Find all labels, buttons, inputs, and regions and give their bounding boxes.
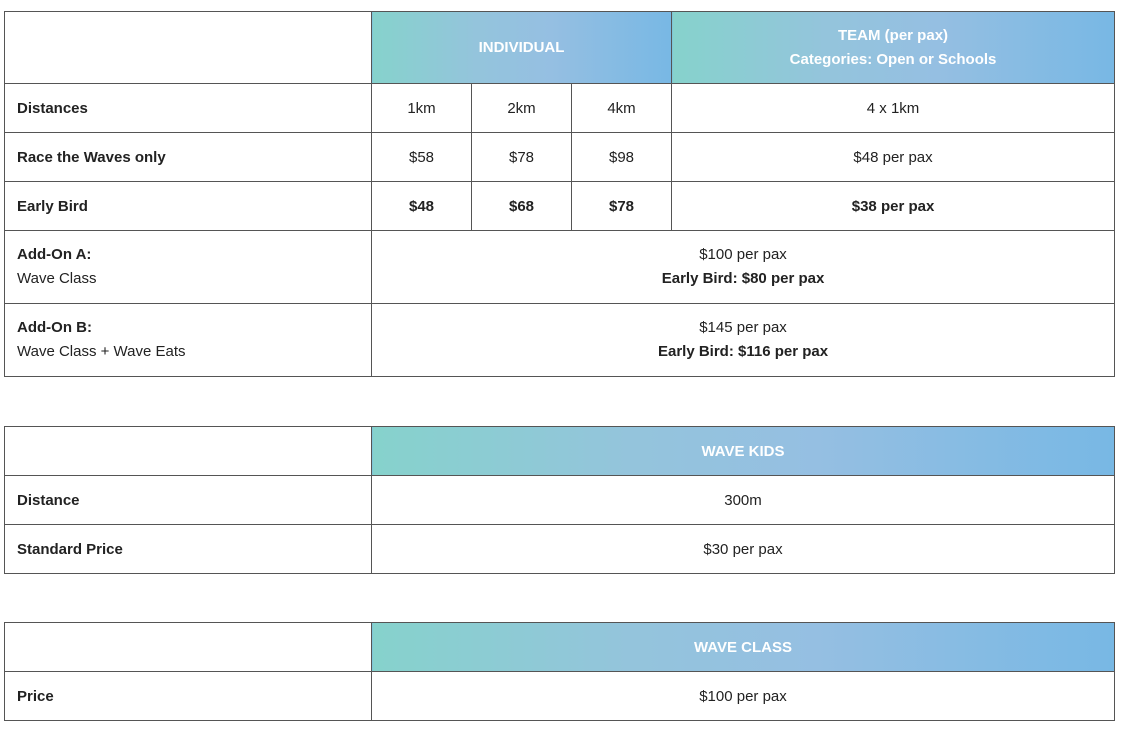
addon-b-subtitle: Wave Class + Wave Eats <box>17 343 186 360</box>
early-price-4km-cell: $78 <box>572 182 672 231</box>
header-empty-cell <box>5 623 372 672</box>
table-row <box>5 133 1115 182</box>
header-empty-cell <box>5 12 372 84</box>
addon-a-price: $100 per pax <box>699 246 787 263</box>
distance-1km-cell: 1km <box>372 84 472 133</box>
team-header-title: TEAM (per pax) <box>838 26 949 44</box>
team-race-price-cell: $48 per pax <box>672 133 1115 182</box>
row-label-distance: Distance <box>5 476 372 525</box>
early-price-1km-cell: $48 <box>372 182 472 231</box>
addon-b-label-cell <box>5 304 372 377</box>
row-label-standard-price: Standard Price <box>5 525 372 574</box>
table-row <box>5 525 1115 574</box>
addon-a-title: Add-On A: <box>17 246 92 263</box>
addon-a-price-cell <box>372 231 1115 304</box>
team-header-subtitle: Categories: Open or Schools <box>789 50 997 68</box>
team-early-price-cell: $38 per pax <box>672 182 1115 231</box>
addon-a-early-price: Early Bird: $80 per pax <box>661 270 825 287</box>
race-price-4km-cell: $98 <box>572 133 672 182</box>
wave-kids-header: WAVE KIDS <box>372 427 1115 476</box>
distance-4km-cell: 4km <box>572 84 672 133</box>
kids-price-cell: $30 per pax <box>372 525 1115 574</box>
addon-a-subtitle: Wave Class <box>17 270 97 287</box>
addon-a-label-cell <box>5 231 372 304</box>
table-row <box>5 304 1115 377</box>
team-header <box>672 12 1115 84</box>
individual-header-label: INDIVIDUAL <box>478 39 565 56</box>
wave-kids-table <box>4 426 1115 574</box>
kids-header-row <box>5 427 1115 476</box>
table-row <box>5 672 1115 721</box>
wave-class-header: WAVE CLASS <box>372 623 1115 672</box>
pricing-header-row <box>5 12 1115 84</box>
kids-distance-cell: 300m <box>372 476 1115 525</box>
distance-2km-cell: 2km <box>472 84 572 133</box>
addon-b-title: Add-On B: <box>17 319 92 336</box>
race-price-2km-cell: $78 <box>472 133 572 182</box>
table-row <box>5 476 1115 525</box>
team-distance-cell: 4 x 1km <box>672 84 1115 133</box>
addon-b-early-price: Early Bird: $116 per pax <box>657 343 829 360</box>
header-empty-cell <box>5 427 372 476</box>
individual-header <box>372 12 672 84</box>
addon-b-price-cell <box>372 304 1115 377</box>
wave-class-table <box>4 622 1115 721</box>
early-price-2km-cell: $68 <box>472 182 572 231</box>
addon-b-price: $145 per pax <box>699 319 787 336</box>
row-label-race-only: Race the Waves only <box>5 133 372 182</box>
table-row <box>5 182 1115 231</box>
race-pricing-table <box>4 11 1115 377</box>
class-price-cell: $100 per pax <box>372 672 1115 721</box>
table-row <box>5 84 1115 133</box>
row-label-distances: Distances <box>5 84 372 133</box>
table-row <box>5 231 1115 304</box>
class-header-row <box>5 623 1115 672</box>
row-label-early-bird: Early Bird <box>5 182 372 231</box>
row-label-price: Price <box>5 672 372 721</box>
race-price-1km-cell: $58 <box>372 133 472 182</box>
